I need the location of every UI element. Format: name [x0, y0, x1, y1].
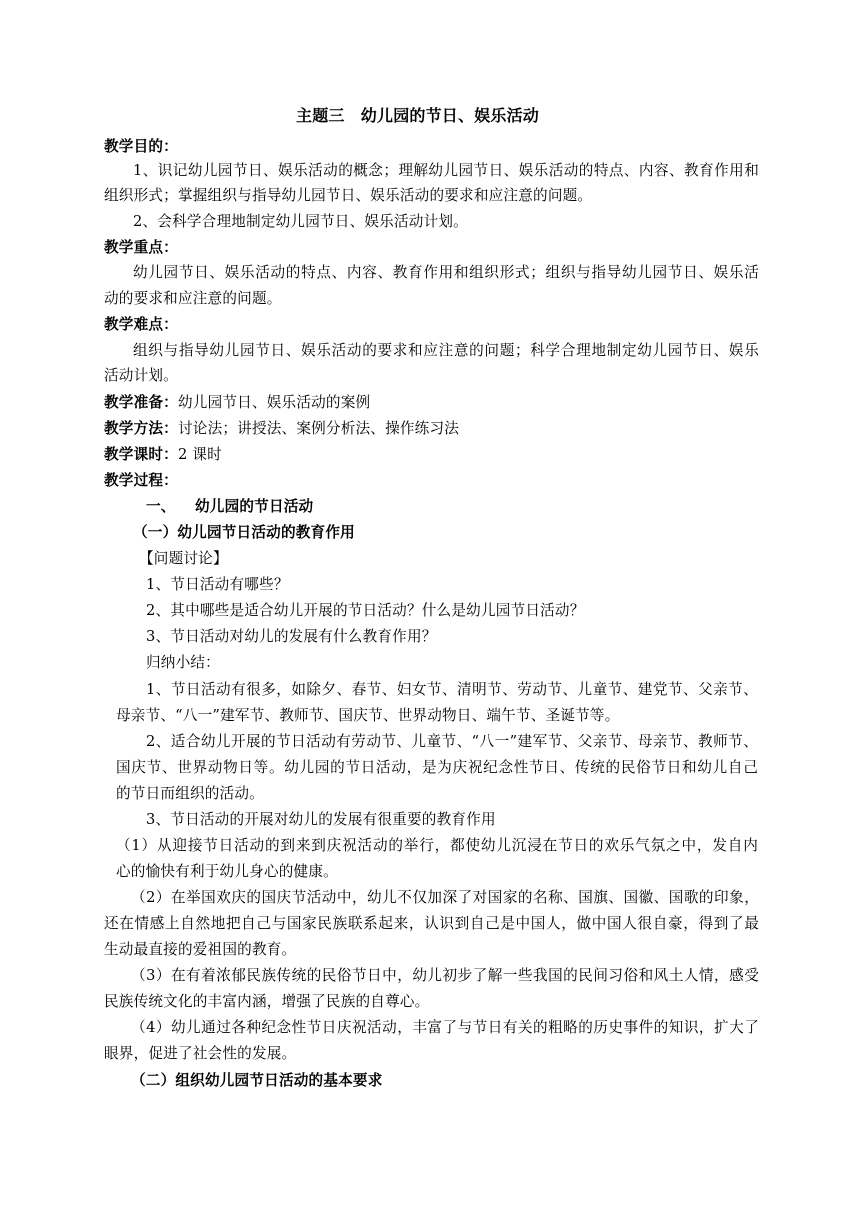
methods-line: [104, 419, 459, 439]
difficulties-label: 教学难点：: [104, 316, 178, 333]
hours-value: 2 课时: [177, 446, 222, 463]
key-points-text: 动的要求和应注意的问题。: [104, 290, 282, 307]
process-label: 教学过程：: [104, 472, 178, 489]
effect-text: 生动最直接的爱祖国的教育。: [104, 941, 297, 958]
summary-label: 归纳小结：: [146, 654, 220, 671]
key-points-label: 教学重点：: [104, 239, 178, 256]
effect-text: 心的愉快有利于幼儿身心的健康。: [116, 863, 338, 880]
objectives-label: 教学目的：: [104, 138, 178, 155]
difficulties-text: 组织与指导幼儿园节日、娱乐活动的要求和应注意的问题；科学合理地制定幼儿园节日、娱乐: [133, 342, 759, 359]
subsection-heading: （一）幼儿园节日活动的教育作用: [133, 524, 355, 541]
effect-text: 还在情感上自然地把自己与国家民族联系起来，认识到自己是中国人，做中国人很自豪，得到了最: [104, 915, 759, 932]
section-heading: 幼儿园的节日活动: [195, 498, 314, 515]
page-title: 主题三 幼儿园的节日、娱乐活动: [296, 106, 540, 125]
hours-label: 教学课时：: [104, 446, 178, 463]
question-item: 2、其中哪些是适合幼儿开展的节日活动？什么是幼儿园节日活动？: [146, 602, 585, 619]
preparation-line: [104, 393, 370, 413]
difficulties-text: 活动计划。: [104, 367, 178, 384]
hours-line: [104, 445, 222, 465]
preparation-label: 教学准备：: [104, 394, 178, 411]
effect-text: 民族传统文化的丰富内涵，增强了民族的自尊心。: [104, 993, 430, 1010]
effect-text: （1）从迎接节日活动的到来到庆祝活动的举行，都使幼儿沉浸在节日的欢乐气氛之中，发自内: [116, 837, 758, 854]
methods-label: 教学方法：: [104, 420, 178, 437]
answer-text: 3、节日活动的开展对幼儿的发展有很重要的教育作用: [146, 811, 496, 828]
answer-text: 1、节日活动有很多，如除夕、春节、妇女节、清明节、劳动节、儿童节、建党节、父亲节、: [146, 681, 758, 698]
effect-text: （3）在有着浓郁民族传统的民俗节日中，幼儿初步了解一些我国的民间习俗和风土人情，感受: [131, 967, 759, 984]
objectives-text: 1、识记幼儿园节日、娱乐活动的概念；理解幼儿园节日、娱乐活动的特点、内容、教育作用和: [133, 162, 759, 179]
effect-text: （4）幼儿通过各种纪念性节日庆祝活动，丰富了与节日有关的粗略的历史事件的知识，扩大了: [131, 1019, 759, 1036]
methods-value: 讨论法；讲授法、案例分析法、操作练习法: [177, 420, 460, 437]
question-item: 3、节日活动对幼儿的发展有什么教育作用？: [146, 628, 437, 645]
answer-text: 母亲节、“八一”建军节、教师节、国庆节、世界动物日、端午节、圣诞节等。: [116, 707, 620, 724]
preparation-value: 幼儿园节日、娱乐活动的案例: [177, 394, 371, 411]
answer-text: 国庆节、世界动物日等。幼儿园的节日活动，是为庆祝纪念性节日、传统的民俗节日和幼儿自己: [116, 759, 758, 776]
answer-text: 的节日而组织的活动。: [116, 785, 264, 802]
question-item: 1、节日活动有哪些？: [146, 576, 289, 593]
answer-text: 2、适合幼儿开展的节日活动有劳动节、儿童节、“八一”建军节、父亲节、母亲节、教师节、: [146, 733, 758, 750]
objectives-text: 组织形式；掌握组织与指导幼儿园节日、娱乐活动的要求和应注意的问题。: [104, 187, 593, 204]
effect-text: （2）在举国欢庆的国庆节活动中，幼儿不仅加深了对国家的名称、国旗、国徽、国歌的印象，: [131, 889, 759, 906]
key-points-text: 幼儿园节日、娱乐活动的特点、内容、教育作用和组织形式；组织与指导幼儿园节日、娱乐活: [133, 264, 759, 281]
subsection-heading: （二）组织幼儿园节日活动的基本要求: [131, 1072, 383, 1089]
objectives-text: 2、会科学合理地制定幼儿园节日、娱乐活动计划。: [133, 213, 468, 230]
section-number: 一、: [146, 498, 176, 515]
effect-text: 眼界，促进了社会性的发展。: [104, 1045, 297, 1062]
discussion-label: 【问题讨论】: [139, 550, 228, 567]
